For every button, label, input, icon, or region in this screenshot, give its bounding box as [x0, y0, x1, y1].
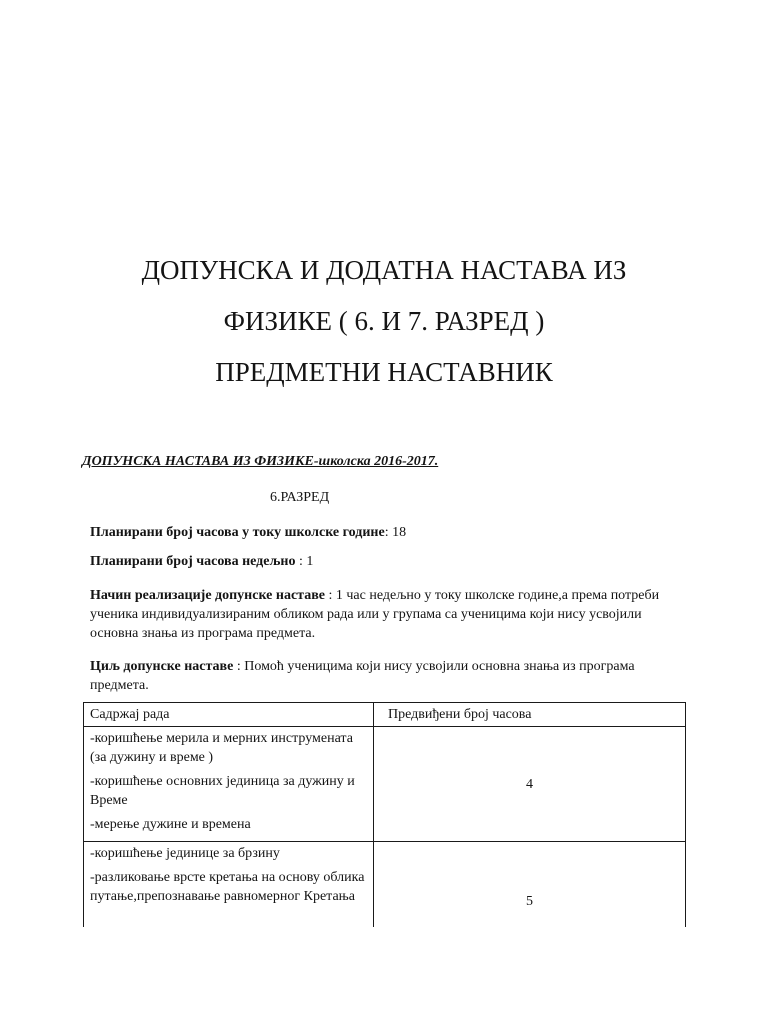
document-title-line-1: ДОПУНСКА И ДОДАТНА НАСТАВА ИЗ: [141, 255, 627, 285]
content-table: [83, 702, 686, 962]
planned-hours-year: [90, 523, 690, 542]
content-item: -коришћење јединице за брзину: [90, 846, 280, 861]
table-header-row: [84, 703, 686, 727]
planned-hours-year-value: : 18: [384, 525, 407, 540]
goal-paragraph: [90, 657, 690, 695]
document-title-line-3: ПРЕДМЕТНИ НАСТАВНИК: [215, 357, 553, 387]
content-item: -коришћење основних јединица за дужину и Време: [90, 774, 355, 808]
table-header-content: Садржај рада: [84, 703, 374, 727]
section-heading: ДОПУНСКА НАСТАВА ИЗ ФИЗИКЕ-школска 2016-2017.: [82, 454, 439, 469]
content-item: -коришћење мерила и мерних инструмената (за дужину и време ): [90, 731, 353, 765]
planned-hours-week-value: : 1: [295, 554, 314, 569]
planned-hours-year-label: Планирани број часова у току школске године: [90, 525, 385, 540]
method-paragraph: [90, 586, 690, 643]
table-cell-content: [84, 727, 374, 842]
content-item: -разликовање врсте кретања на основу облика путање,препознавање равномерног Кретања: [90, 870, 365, 904]
planned-hours-week-label: Планирани број часова недељно: [90, 554, 296, 569]
method-label: Начин реализације допунске наставе: [90, 588, 325, 603]
content-item: -мерење дужине и времена: [90, 817, 251, 832]
page-cutoff: [0, 927, 768, 1024]
table-cell-hours: 5: [374, 842, 686, 962]
document-title-line-2: ФИЗИКЕ ( 6. И 7. РАЗРЕД ): [223, 306, 545, 336]
grade-label: 6.РАЗРЕД: [270, 490, 330, 505]
goal-value: : Помоћ ученицима који нису усвојили основна знања из програма предмета.: [90, 659, 635, 693]
goal-label: Циљ допунске наставе: [90, 659, 234, 674]
table-row: [84, 727, 686, 842]
planned-hours-week: [90, 552, 690, 571]
method-value: : 1 час недељно у току школске године,а према потреби ученика индивидуализираним обликом рада или у групама са ученицима који нису усвојили основна знања из програма предмета.: [90, 588, 660, 641]
table-cell-hours: 4: [374, 727, 686, 842]
table-header-hours: Предвиђени број часова: [374, 703, 686, 727]
